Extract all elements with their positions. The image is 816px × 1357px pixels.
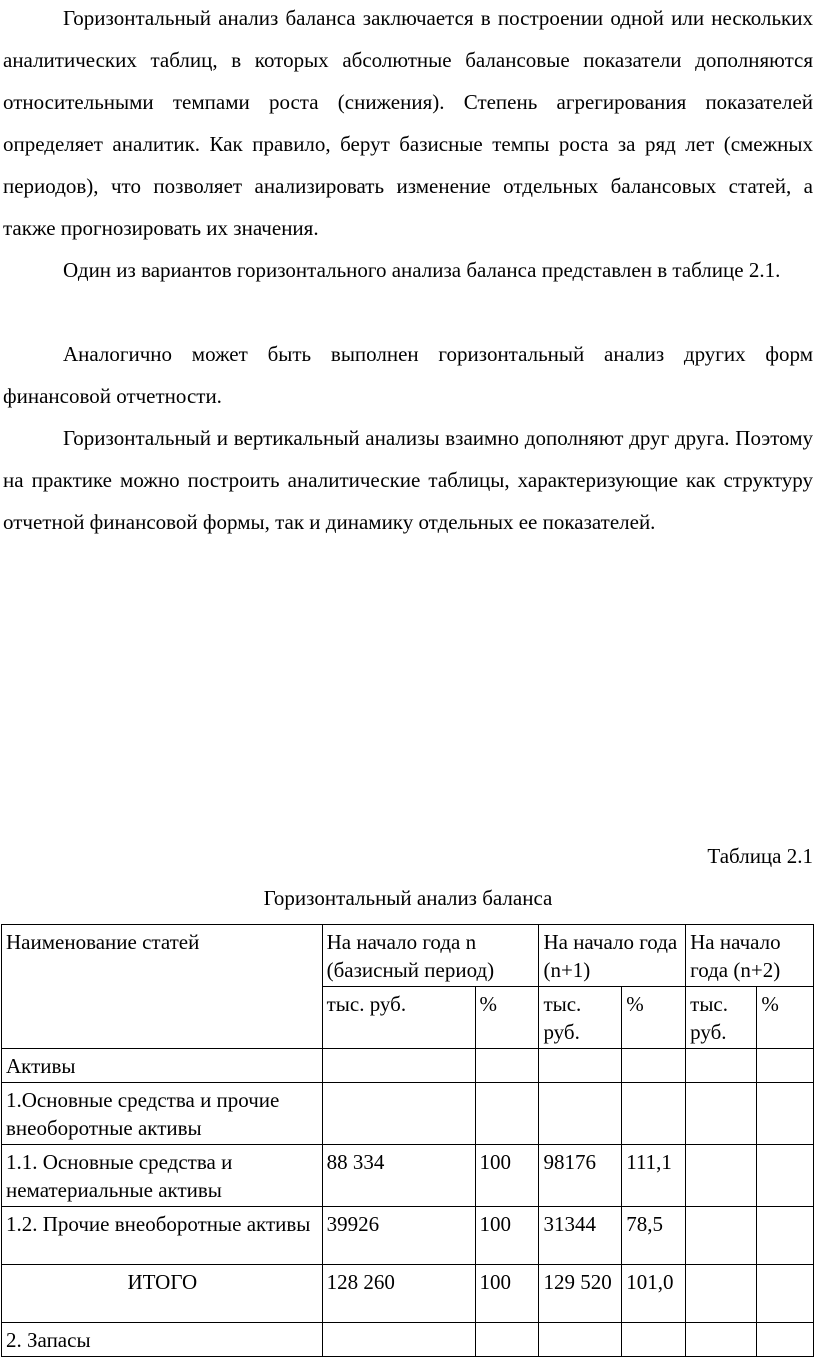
table-row: [2, 1145, 814, 1207]
cell-value-next: 98176: [539, 1145, 622, 1207]
cell-percent-next: 101,0: [622, 1265, 686, 1323]
table-row: [2, 1083, 814, 1145]
cell-percent-second: [757, 1083, 814, 1145]
cell-value-base: [322, 1049, 475, 1083]
cell-value-next: [539, 1323, 622, 1357]
cell-percent-next: 111,1: [622, 1145, 686, 1207]
row-name: 1.Основные средства и прочие внеоборотные активы: [2, 1083, 323, 1145]
cell-percent-base: 100: [475, 1207, 539, 1265]
table-header-row: [2, 925, 814, 987]
paragraph-horizontal-analysis-definition: Горизонтальный анализ баланса заключается в построении одной или нескольких аналитических таблиц, в которых абсолютные балансовые показатели дополняются относительными темпами роста (снижения). Степень агрегирования показателей определяет аналитик. Как правило, берут базисные темпы роста за ряд лет (смежных периодов), что позволяет анализировать изменение отдельных балансовых статей, а также прогнозировать их значения.: [3, 6, 813, 240]
header-period-base: На начало года n (базисный период): [322, 925, 539, 987]
paragraph-other-forms: Аналогично может быть выполнен горизонтальный анализ других форм финансовой отчетности.: [3, 342, 813, 408]
header-period-second: На начало года (n+2): [686, 925, 814, 987]
table-row: [2, 1049, 814, 1083]
cell-percent-base: [475, 1083, 539, 1145]
cell-value-second: [686, 1145, 757, 1207]
cell-percent-next: [622, 1083, 686, 1145]
cell-value-base: 88 334: [322, 1145, 475, 1207]
subheader-percent: %: [475, 987, 539, 1049]
table-row: [2, 1323, 814, 1357]
cell-value-next: [539, 1083, 622, 1145]
cell-percent-second: [757, 1265, 814, 1323]
subheader-percent: %: [622, 987, 686, 1049]
cell-value-base: [322, 1083, 475, 1145]
cell-value-next: 129 520: [539, 1265, 622, 1323]
table-row-total: [2, 1265, 814, 1323]
row-name: 1.1. Основные средства и нематериальные активы: [2, 1145, 323, 1207]
row-name-total: ИТОГО: [2, 1265, 323, 1323]
subheader-percent: %: [757, 987, 814, 1049]
cell-percent-next: 78,5: [622, 1207, 686, 1265]
cell-percent-base: 100: [475, 1265, 539, 1323]
row-name: Активы: [2, 1049, 323, 1083]
cell-value-next: [539, 1049, 622, 1083]
cell-percent-base: 100: [475, 1145, 539, 1207]
balance-analysis-table: [1, 924, 814, 1357]
table-caption: Таблица 2.1: [707, 844, 813, 868]
cell-value-second: [686, 1049, 757, 1083]
cell-value-second: [686, 1207, 757, 1265]
cell-percent-second: [757, 1207, 814, 1265]
cell-value-next: 31344: [539, 1207, 622, 1265]
subheader-thousand-rub: тыс. руб.: [322, 987, 475, 1049]
cell-percent-second: [757, 1145, 814, 1207]
row-name: 2. Запасы: [2, 1323, 323, 1357]
cell-percent-base: [475, 1323, 539, 1357]
cell-percent-base: [475, 1049, 539, 1083]
table-title: Горизонтальный анализ баланса: [263, 886, 553, 910]
table-row: [2, 1207, 814, 1265]
paragraph-complementary-analyses: Горизонтальный и вертикальный анализы взаимно дополняют друг друга. Поэтому на практике можно построить аналитические таблицы, характеризующие как структуру отчетной финансовой формы, так и динамику отдельных ее показателей.: [3, 426, 813, 534]
cell-value-base: 128 260: [322, 1265, 475, 1323]
cell-value-base: [322, 1323, 475, 1357]
cell-value-second: [686, 1083, 757, 1145]
cell-value-second: [686, 1265, 757, 1323]
cell-percent-next: [622, 1323, 686, 1357]
cell-value-base: 39926: [322, 1207, 475, 1265]
row-name: 1.2. Прочие внеоборотные активы: [2, 1207, 323, 1265]
cell-percent-second: [757, 1049, 814, 1083]
subheader-thousand-rub: тыс. руб.: [539, 987, 622, 1049]
header-period-next: На начало года (n+1): [539, 925, 686, 987]
cell-percent-second: [757, 1323, 814, 1357]
subheader-thousand-rub: тыс. руб.: [686, 987, 757, 1049]
header-item-name: Наименование статей: [2, 925, 323, 1049]
cell-percent-next: [622, 1049, 686, 1083]
paragraph-table-reference: Один из вариантов горизонтального анализа баланса представлен в таблице 2.1.: [63, 258, 781, 282]
cell-value-second: [686, 1323, 757, 1357]
